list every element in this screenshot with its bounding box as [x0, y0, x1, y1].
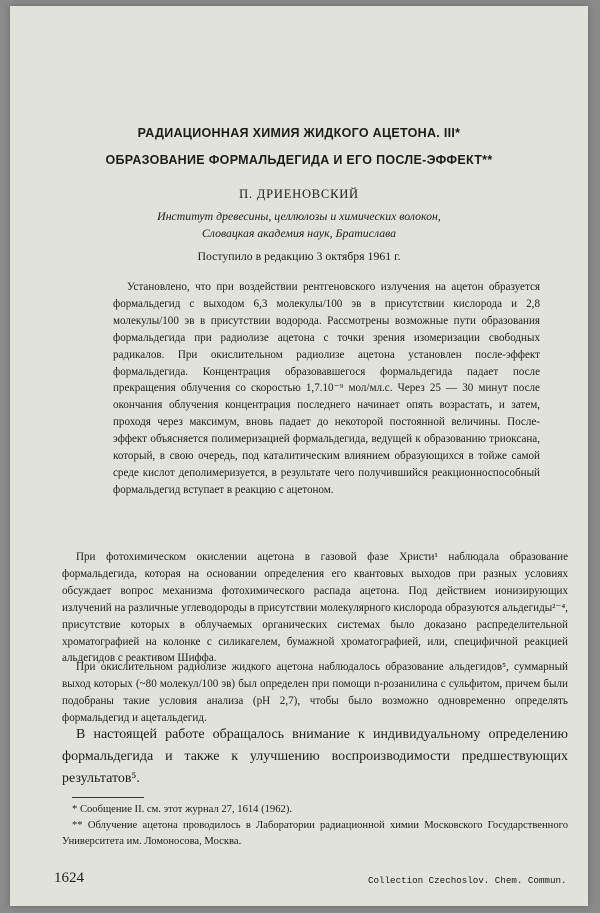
received-date: Поступило в редакцию 3 октября 1961 г. — [197, 249, 401, 263]
article-title-line1: РАДИАЦИОННАЯ ХИМИЯ ЖИДКОГО АЦЕТОНА. III* — [137, 126, 461, 140]
author-name: П. ДРИЕНОВСКИЙ — [239, 187, 359, 201]
body-paragraph-3: В настоящей работе обращалось внимание к индивидуальному определению формальдегида и также к улучшению воспроизводимости предшествующих результатов⁵. — [62, 727, 568, 786]
footnote-1: * Сообщение II. см. этот журнал 27, 1614 (1962). — [72, 804, 293, 815]
footnote-divider — [72, 797, 144, 798]
abstract: Установлено, что при воздействии рентгеновского излучения на ацетон образуется формальдегид с выходом 6,3 молекулы/100 эв в присутствии кислорода и 2,8 молекулы/100 эв в присутствии водорода. Рассмотрены возможные пути образования формальдегида при радиолизе ацетона с точки зрения изомеризации свободных радикалов. При окислительном радиолизе ацетона установлен после-эффект формальдегида. Концентрация образовавшегося формальдегида падает после прекращения облучения со скоростью 1,7.10⁻⁹ мол/мл.с. Через 25 — 30 минут после окончания облучения концентрация последнего начинает опять возрастать, и затем, проходя через максимум, вновь падает до некоторой постоянной величины. После-эффект объясняется полимеризацией формальдегида, ведущей к образованию триоксана, который, в свою очередь, под каталитическим влиянием образующихся в тойже самой среде кислот деполимеризуется, в результате чего получившийся реакционноспособный формальдегид вступает в реакцию с ацетоном. — [113, 281, 540, 496]
affiliation-line1: Институт древесины, целлюлозы и химических волокон, — [157, 209, 441, 223]
article-title-line2: ОБРАЗОВАНИЕ ФОРМАЛЬДЕГИДА И ЕГО ПОСЛЕ-ЭФФЕКТ** — [105, 153, 493, 167]
journal-page — [10, 6, 588, 906]
body-paragraph-1: При фотохимическом окислении ацетона в газовой фазе Христи¹ наблюдала образование формальдегида, которая на основании определения его квантовых выходов при разных условиях обсуждает вопрос механизма фотохимического распада ацетона. Под действием ионизирующих излучений на различные углеводороды в присутствии молекулярного кислорода образуются альдегиды²⁻⁴, присутствие которых в облучаемых органических системах было доказано распределительной хроматографией на колонке с силикагелем, бумажной хроматографией, или, специфичной реакцией альдегидов с реактивом Шиффа. — [62, 551, 568, 665]
page-number: 1624 — [54, 870, 84, 886]
body-paragraph-2: При окислительном радиолизе жидкого ацетона наблюдалось образование альдегидов⁵, суммарный выход которых (~80 молекул/100 эв) был определен при помощи n-розанилина с сульфитом, причем были подобраны такие условия анализа (pH 2,7), чтобы было возможно одновременно определять формальдегид и ацетальдегид. — [62, 661, 568, 724]
affiliation-line2: Словацкая академия наук, Братислава — [201, 226, 397, 240]
footnote-2: ** Облучение ацетона проводилось в Лаборатории радиационной химии Московского Государственного Университета им. Ломоносова, Москва. — [62, 820, 568, 847]
journal-name: Collection Czechoslov. Chem. Commun. — [368, 875, 567, 886]
